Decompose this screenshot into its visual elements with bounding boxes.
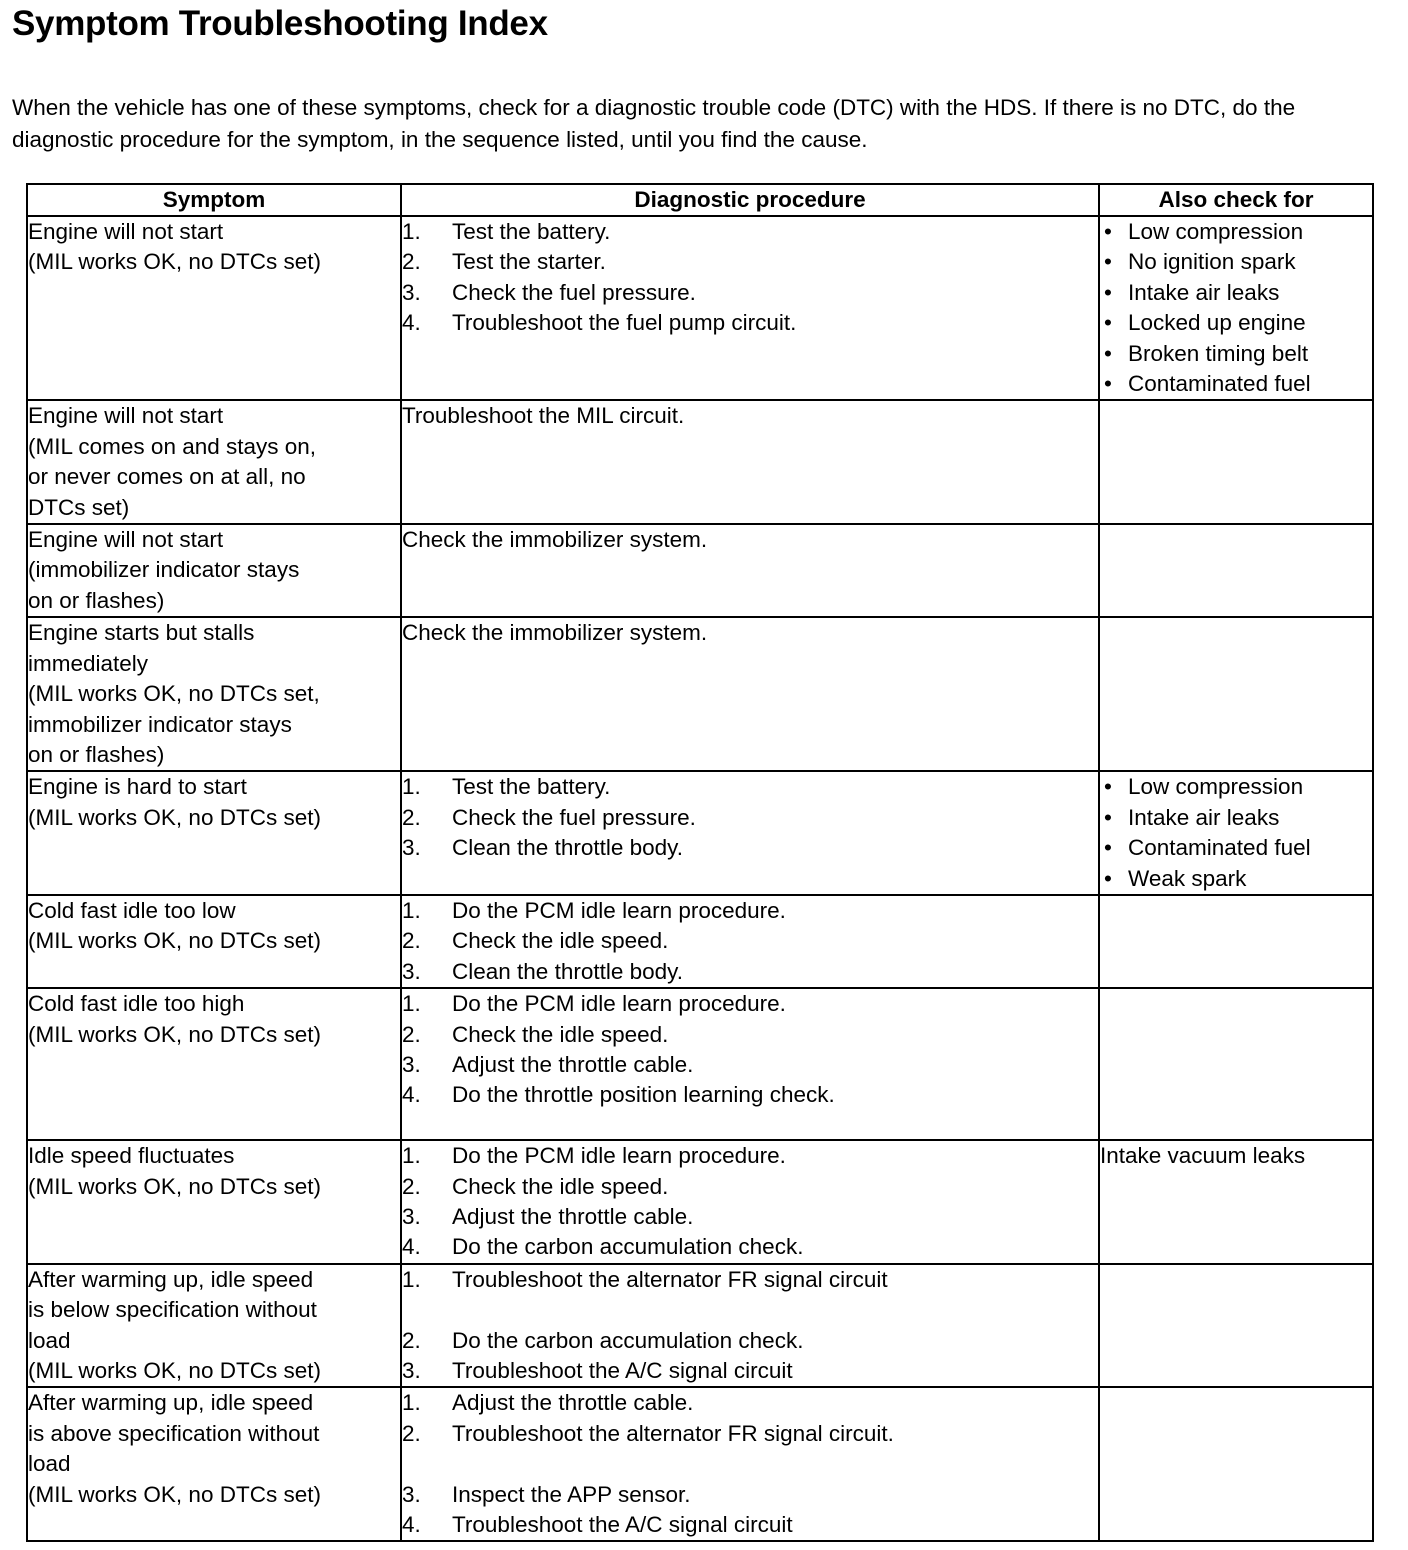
also-check-cell	[1099, 1140, 1373, 1264]
procedure-step	[402, 957, 1098, 987]
step-text: Check the idle speed.	[452, 1173, 669, 1199]
step-text: Do the carbon accumulation check.	[452, 1234, 804, 1260]
procedure-step	[402, 1510, 1098, 1540]
step-text: Troubleshoot the alternator FR signal circuit	[452, 1266, 888, 1292]
also-check-cell	[1099, 1387, 1373, 1541]
header-diagnostic-procedure: Diagnostic procedure	[401, 184, 1099, 216]
procedure-text: Check the immobilizer system.	[402, 527, 708, 553]
symptom-line: is above specification without	[28, 1420, 320, 1446]
also-check-item	[1100, 772, 1372, 802]
step-number: 2.	[402, 1021, 421, 1047]
procedure-step	[402, 1050, 1098, 1080]
step-number: 1.	[402, 1143, 421, 1169]
table-row	[27, 524, 1373, 617]
bullet-icon: •	[1104, 219, 1112, 244]
also-check-text: Contaminated fuel	[1128, 835, 1311, 861]
step-text: Troubleshoot the A/C signal circuit	[452, 1512, 793, 1538]
step-text: Do the PCM idle learn procedure.	[452, 991, 786, 1017]
step-text: Check the idle speed.	[452, 1021, 669, 1047]
procedure-step	[402, 1141, 1098, 1171]
bullet-icon: •	[1104, 371, 1112, 397]
step-number: 1.	[402, 1390, 421, 1416]
symptom-cell	[27, 400, 401, 524]
table-row	[27, 617, 1373, 771]
step-text: Do the carbon accumulation check.	[452, 1327, 804, 1353]
procedure-cell	[401, 216, 1099, 400]
procedure-step	[402, 1020, 1098, 1050]
procedure-step	[402, 1388, 1098, 1418]
procedure-cell	[401, 400, 1099, 524]
symptom-line: After warming up, idle speed	[28, 1266, 314, 1292]
symptom-line: (immobilizer indicator stays	[28, 557, 300, 583]
procedure-cell	[401, 617, 1099, 771]
procedure-step	[402, 1356, 1098, 1386]
symptom-line: Idle speed fluctuates	[28, 1143, 235, 1169]
also-check-item	[1100, 833, 1372, 863]
page-title: Symptom Troubleshooting Index	[12, 4, 548, 43]
symptom-line: DTCs set)	[28, 494, 130, 520]
table-row	[27, 1387, 1373, 1541]
table-row	[27, 771, 1373, 895]
procedure-step	[402, 926, 1098, 956]
symptom-line: or never comes on at all, no	[28, 464, 306, 490]
step-text: Check the fuel pressure.	[452, 804, 696, 830]
step-text: Clean the throttle body.	[452, 835, 683, 861]
symptom-line: on or flashes)	[28, 741, 165, 767]
step-number: 3.	[402, 1203, 421, 1229]
step-text: Troubleshoot the fuel pump circuit.	[452, 310, 797, 336]
procedure-cell	[401, 988, 1099, 1140]
symptom-line: (MIL works OK, no DTCs set)	[28, 1021, 321, 1047]
symptom-cell	[27, 1264, 401, 1388]
bullet-icon: •	[1104, 804, 1112, 830]
step-number: 1.	[402, 774, 421, 800]
step-text: Do the throttle position learning check.	[452, 1082, 835, 1108]
symptom-line: immediately	[28, 650, 149, 676]
step-text: Test the starter.	[452, 249, 606, 275]
step-text: Check the fuel pressure.	[452, 279, 696, 305]
procedure-step	[402, 833, 1098, 863]
symptom-line: Cold fast idle too high	[28, 991, 245, 1017]
step-number: 3.	[402, 1481, 421, 1507]
bullet-icon: •	[1104, 310, 1112, 336]
table-row	[27, 988, 1373, 1140]
step-number: 2.	[402, 249, 421, 275]
header-symptom: Symptom	[27, 184, 401, 216]
symptom-line: load	[28, 1451, 71, 1477]
also-check-item	[1100, 369, 1372, 399]
bullet-icon: •	[1104, 249, 1112, 275]
table-row	[27, 895, 1373, 988]
symptom-line: (MIL works OK, no DTCs set)	[28, 249, 321, 275]
procedure-step	[402, 1202, 1098, 1232]
symptom-line: Engine will not start	[28, 527, 224, 553]
symptom-cell	[27, 524, 401, 617]
also-check-item	[1100, 864, 1372, 894]
step-number: 1.	[402, 897, 421, 923]
also-check-cell	[1099, 895, 1373, 988]
also-check-item	[1100, 803, 1372, 833]
also-check-cell	[1099, 617, 1373, 771]
also-check-text: Intake air leaks	[1128, 279, 1280, 305]
step-text: Troubleshoot the A/C signal circuit	[452, 1357, 793, 1383]
symptom-line: Engine is hard to start	[28, 774, 247, 800]
procedure-step	[402, 1326, 1098, 1356]
also-check-text: Locked up engine	[1128, 310, 1306, 336]
also-check-cell	[1099, 1264, 1373, 1388]
also-check-text: No ignition spark	[1128, 249, 1296, 275]
step-number: 3.	[402, 279, 421, 305]
symptom-line: (MIL works OK, no DTCs set)	[28, 1358, 321, 1383]
symptom-line: immobilizer indicator stays	[28, 711, 292, 737]
bullet-icon: •	[1104, 340, 1112, 366]
bullet-icon: •	[1104, 865, 1112, 891]
bullet-icon: •	[1104, 774, 1112, 800]
step-number: 2.	[402, 1173, 421, 1199]
step-number: 3.	[402, 1357, 421, 1383]
table-row	[27, 400, 1373, 524]
symptom-cell	[27, 895, 401, 988]
procedure-step	[402, 217, 1098, 247]
step-number: 4.	[402, 1082, 421, 1108]
step-number: 2.	[402, 1327, 421, 1353]
procedure-cell	[401, 1387, 1099, 1541]
step-number: 3.	[402, 958, 421, 984]
also-check-item	[1100, 247, 1372, 277]
symptom-line: After warming up, idle speed	[28, 1390, 314, 1416]
step-number: 4.	[402, 1512, 421, 1538]
step-text: Troubleshoot the alternator FR signal circuit.	[452, 1420, 894, 1446]
step-text: Test the battery.	[452, 219, 611, 244]
intro-paragraph: When the vehicle has one of these symptoms, check for a diagnostic trouble code (DTC) with the HDS. If there is no DTC, do the diagnostic procedure for the symptom, in the sequence listed, until you find the cause.	[12, 95, 1296, 152]
symptom-cell	[27, 216, 401, 400]
procedure-step	[402, 772, 1098, 802]
procedure-step	[402, 247, 1098, 277]
symptom-table	[26, 183, 1374, 1542]
symptom-line: Engine starts but stalls	[28, 620, 255, 646]
step-text: Clean the throttle body.	[452, 958, 683, 984]
symptom-cell	[27, 1387, 401, 1541]
also-check-cell	[1099, 216, 1373, 400]
step-text: Test the battery.	[452, 774, 611, 800]
step-text: Check the idle speed.	[452, 928, 669, 954]
also-check-cell	[1099, 771, 1373, 895]
step-number: 4.	[402, 310, 421, 336]
symptom-cell	[27, 1140, 401, 1264]
symptom-line: (MIL works OK, no DTCs set)	[28, 1481, 321, 1507]
procedure-cell	[401, 771, 1099, 895]
procedure-step	[402, 1480, 1098, 1510]
symptom-line: Cold fast idle too low	[28, 897, 236, 923]
also-check-item	[1100, 339, 1372, 369]
also-check-cell	[1099, 400, 1373, 524]
step-text: Adjust the throttle cable.	[452, 1051, 694, 1077]
also-check-text: Low compression	[1128, 774, 1304, 800]
table-row	[27, 1140, 1373, 1264]
symptom-line: load	[28, 1327, 71, 1353]
table-row	[27, 1264, 1373, 1388]
table-header-row	[27, 184, 1373, 216]
step-number: 2.	[402, 804, 421, 830]
step-number: 3.	[402, 835, 421, 861]
table-row	[27, 216, 1373, 400]
procedure-step	[402, 1172, 1098, 1202]
step-text: Adjust the throttle cable.	[452, 1203, 694, 1229]
step-text: Do the PCM idle learn procedure.	[452, 897, 786, 923]
step-text: Adjust the throttle cable.	[452, 1390, 694, 1416]
symptom-line: on or flashes)	[28, 587, 165, 613]
symptom-cell	[27, 617, 401, 771]
step-number: 2.	[402, 928, 421, 954]
also-check-item	[1100, 278, 1372, 308]
procedure-cell	[401, 524, 1099, 617]
procedure-text: Check the immobilizer system.	[402, 620, 708, 646]
also-check-text: Low compression	[1128, 219, 1304, 244]
step-number: 2.	[402, 1420, 421, 1446]
step-text: Inspect the APP sensor.	[452, 1481, 691, 1507]
symptom-line: (MIL comes on and stays on,	[28, 433, 317, 459]
also-check-cell	[1099, 524, 1373, 617]
also-check-text: Intake vacuum leaks	[1100, 1143, 1306, 1169]
symptom-cell	[27, 988, 401, 1140]
procedure-step	[402, 1419, 1098, 1449]
step-number: 4.	[402, 1234, 421, 1260]
procedure-step	[402, 1232, 1098, 1262]
step-number: 1.	[402, 991, 421, 1017]
step-number: 1.	[402, 1266, 421, 1292]
procedure-text: Troubleshoot the MIL circuit.	[402, 403, 685, 429]
also-check-item	[1100, 217, 1372, 247]
procedure-step	[402, 803, 1098, 833]
bullet-icon: •	[1104, 835, 1112, 861]
procedure-step	[402, 1080, 1098, 1110]
procedure-step	[402, 896, 1098, 926]
symptom-line: (MIL works OK, no DTCs set)	[28, 1173, 321, 1199]
procedure-step	[402, 308, 1098, 338]
procedure-cell	[401, 895, 1099, 988]
symptom-line: (MIL works OK, no DTCs set)	[28, 928, 321, 954]
also-check-item	[1100, 308, 1372, 338]
step-number: 1.	[402, 219, 421, 244]
step-text: Do the PCM idle learn procedure.	[452, 1143, 786, 1169]
procedure-step	[402, 1265, 1098, 1295]
symptom-line: Engine will not start	[28, 219, 224, 244]
procedure-cell	[401, 1140, 1099, 1264]
symptom-cell	[27, 771, 401, 895]
also-check-text: Intake air leaks	[1128, 804, 1280, 830]
also-check-text: Weak spark	[1128, 865, 1247, 891]
symptom-line: (MIL works OK, no DTCs set)	[28, 804, 321, 830]
also-check-cell	[1099, 988, 1373, 1140]
symptom-line: Engine will not start	[28, 403, 224, 429]
symptom-line: (MIL works OK, no DTCs set,	[28, 681, 320, 707]
procedure-step	[402, 278, 1098, 308]
symptom-line: is below specification without	[28, 1297, 317, 1323]
bullet-icon: •	[1104, 279, 1112, 305]
also-check-text: Contaminated fuel	[1128, 371, 1311, 397]
procedure-step	[402, 989, 1098, 1019]
step-number: 3.	[402, 1051, 421, 1077]
header-also-check-for: Also check for	[1099, 184, 1373, 216]
also-check-text: Broken timing belt	[1128, 340, 1309, 366]
procedure-cell	[401, 1264, 1099, 1388]
